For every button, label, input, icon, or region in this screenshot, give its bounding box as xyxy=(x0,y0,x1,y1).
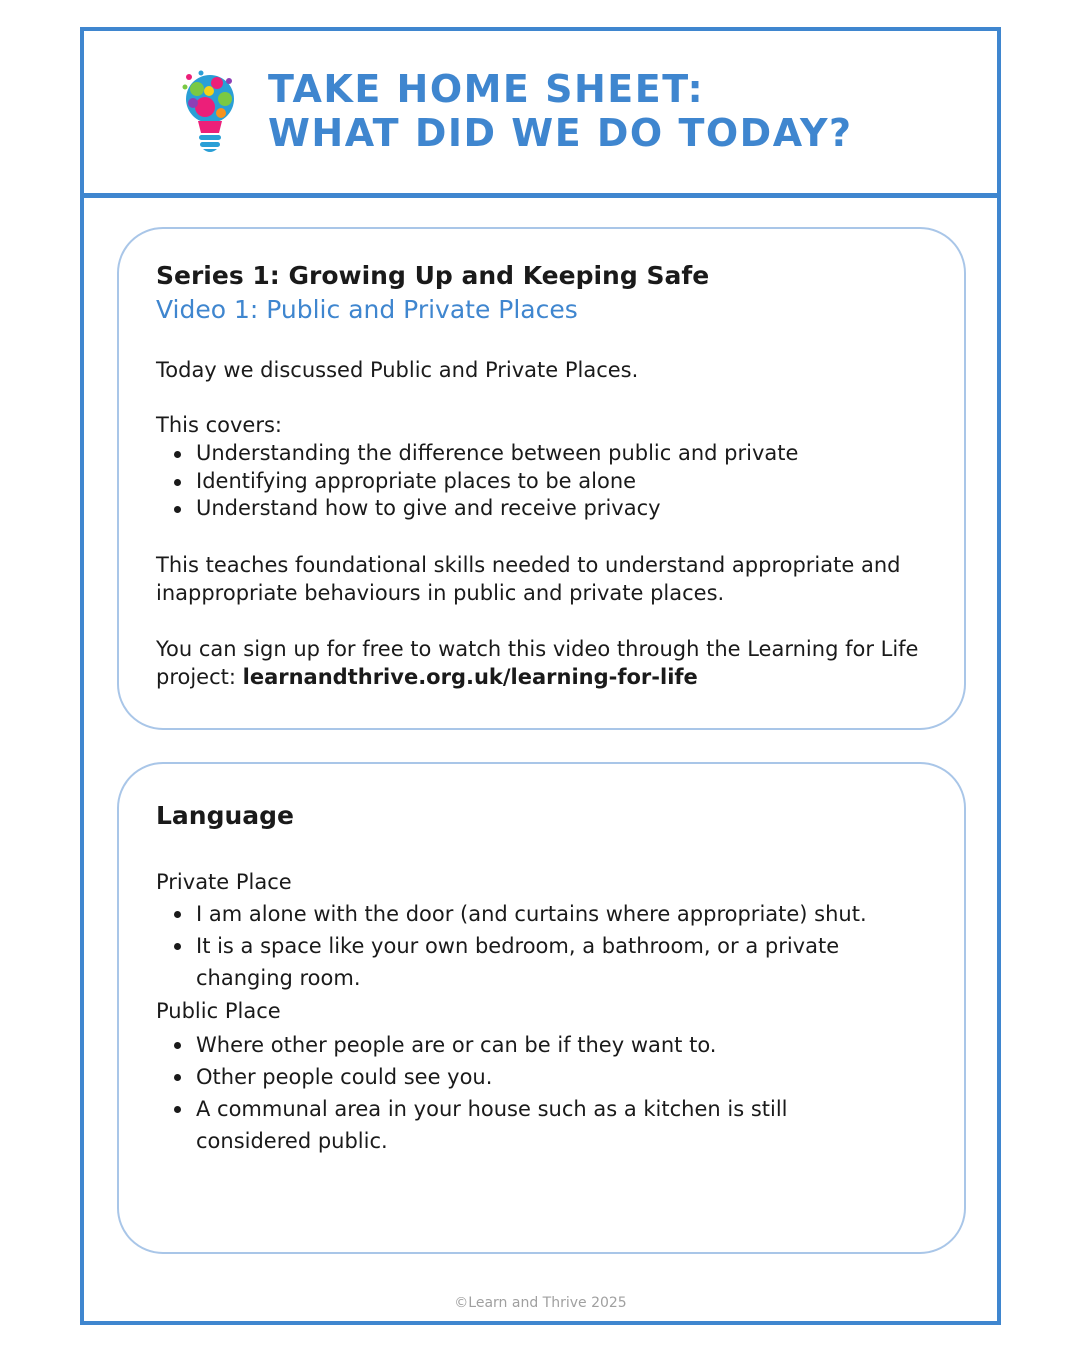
list-item: It is a space like your own bedroom, a bathroom, or a private changing room. xyxy=(156,930,916,994)
page-frame xyxy=(80,27,1001,1325)
learning-for-life-link[interactable]: learnandthrive.org.uk/learning-for-life xyxy=(242,665,698,689)
video-title: Video 1: Public and Private Places xyxy=(156,295,578,324)
title-line-1: TAKE HOME SHEET: xyxy=(268,67,705,111)
list-item: Understand how to give and receive privacy xyxy=(156,495,798,523)
private-place-label: Private Place xyxy=(156,870,292,894)
title-line-2: WHAT DID WE DO TODAY? xyxy=(268,111,853,155)
list-item: Other people could see you. xyxy=(156,1061,856,1093)
header xyxy=(84,31,997,198)
summary-card xyxy=(117,227,966,730)
signup-prefix: You can sign up for free to watch this video through the Learning for Life project: xyxy=(156,637,919,689)
public-place-list xyxy=(156,1029,856,1157)
series-title: Series 1: Growing Up and Keeping Safe xyxy=(156,261,710,290)
intro-text: Today we discussed Public and Private Places. xyxy=(156,358,639,382)
teaches-text: This teaches foundational skills needed to understand appropriate and inappropriate behaviours in public and private places. xyxy=(156,553,901,605)
list-item: A communal area in your house such as a kitchen is still considered public. xyxy=(156,1093,856,1157)
covers-list xyxy=(156,440,798,523)
copyright-footer: ©Learn and Thrive 2025 xyxy=(454,1295,627,1311)
list-item: I am alone with the door (and curtains where appropriate) shut. xyxy=(156,898,916,930)
list-item: Identifying appropriate places to be alone xyxy=(156,468,798,496)
list-item: Understanding the difference between public and private xyxy=(156,440,798,468)
covers-label: This covers: xyxy=(156,413,282,437)
signup-text xyxy=(156,635,946,691)
private-place-list xyxy=(156,898,916,994)
public-place-label: Public Place xyxy=(156,999,281,1023)
language-card xyxy=(117,762,966,1254)
lightbulb-icon xyxy=(181,69,239,155)
list-item: Where other people are or can be if they want to. xyxy=(156,1029,856,1061)
page-title xyxy=(268,67,853,155)
language-title: Language xyxy=(156,801,295,830)
